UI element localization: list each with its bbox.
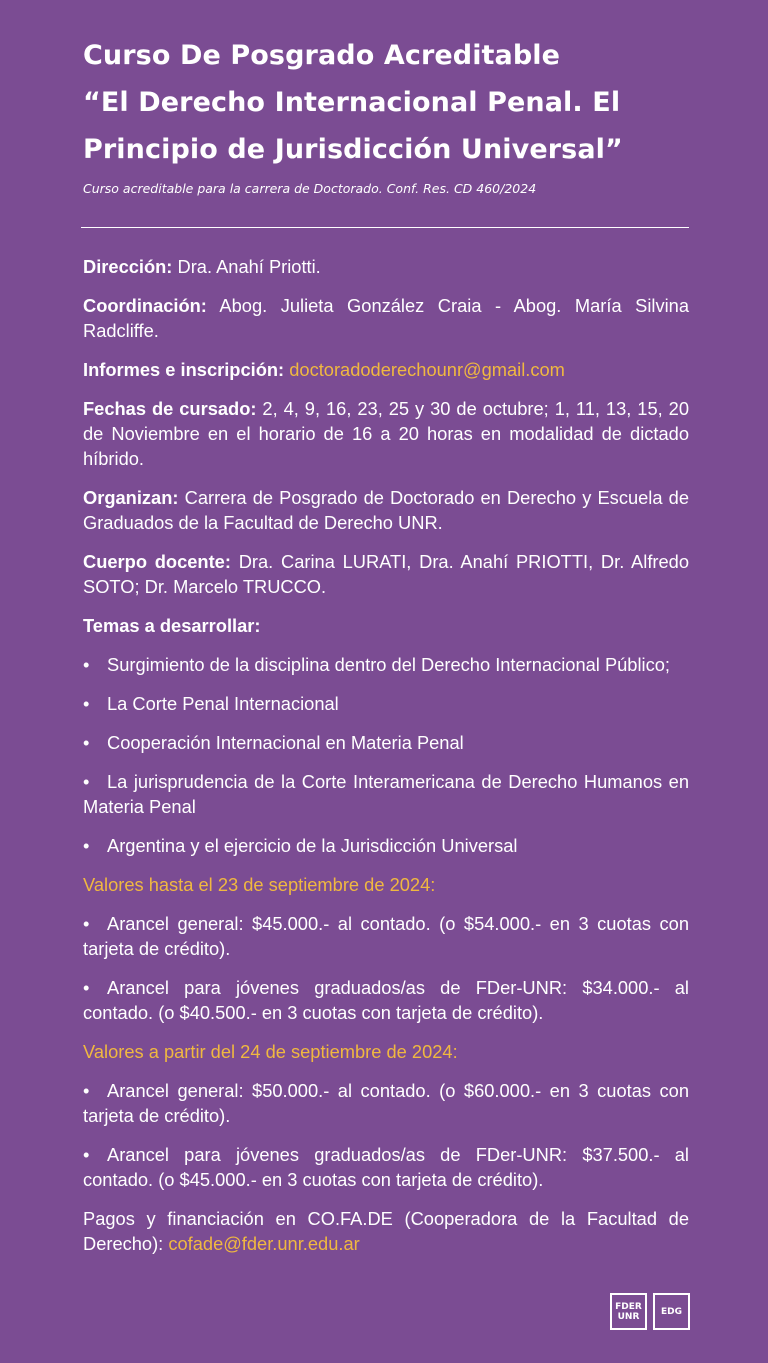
coordinacion-label: Coordinación:: [83, 295, 207, 316]
pagos: [83, 1206, 689, 1256]
bullet-icon: •: [83, 913, 90, 934]
fechas-value: 2, 4, 9, 16, 23, 25 y 30 de octubre; 1, 11, 13, 15, 20 de Noviembre en el horario de 16 a 20 horas en modalidad de dictado híbrido.: [83, 398, 689, 469]
list-item: • Arancel para jóvenes graduados/as de FDer-UNR: $34.000.- al contado. (o $40.500.- en 3 cuotas con tarjeta de crédito).: [83, 977, 689, 1023]
docentes-value: Dra. Carina LURATI, Dra. Anahí PRIOTTI, Dr. Alfredo SOTO; Dr. Marcelo TRUCCO.: [83, 551, 689, 597]
direccion-value: Dra. Anahí Priotti.: [172, 256, 321, 277]
organizan: [83, 485, 689, 535]
informes: [83, 357, 689, 382]
informes-label: Informes e inscripción:: [83, 359, 285, 380]
fder-unr-logo: FDER UNR: [610, 1293, 647, 1330]
valores-1-heading: Valores hasta el 23 de septiembre de 2024:: [83, 874, 436, 895]
valores-1-list: [83, 911, 689, 1025]
temas-list: [83, 652, 689, 858]
bullet-icon: •: [83, 654, 90, 675]
logos: [610, 1293, 690, 1330]
list-item: • Cooperación Internacional en Materia Penal: [83, 732, 464, 753]
fechas: [83, 396, 689, 471]
bullet-icon: •: [83, 1144, 90, 1165]
direccion: [83, 254, 689, 279]
edg-logo: EDG: [653, 1293, 690, 1330]
list-item: • Arancel general: $50.000.- al contado. (o $60.000.- en 3 cuotas con tarjeta de crédito).: [83, 1080, 689, 1126]
list-item: • Arancel general: $45.000.- al contado. (o $54.000.- en 3 cuotas con tarjeta de crédito).: [83, 913, 689, 959]
valores-2-list: [83, 1078, 689, 1192]
title-line-3: Principio de Jurisdicción Universal”: [83, 134, 623, 165]
title-line-2: “El Derecho Internacional Penal. El: [83, 87, 621, 118]
bullet-icon: •: [83, 732, 90, 753]
temas-heading: [83, 613, 689, 638]
bullet-icon: •: [83, 977, 90, 998]
organizan-value: Carrera de Posgrado de Doctorado en Derecho y Escuela de Graduados de la Facultad de Derecho UNR.: [83, 487, 689, 533]
valores-2-heading: Valores a partir del 24 de septiembre de 2024:: [83, 1041, 458, 1062]
pagos-email-link[interactable]: cofade@fder.unr.edu.ar: [168, 1233, 360, 1254]
list-item: • Arancel para jóvenes graduados/as de FDer-UNR: $37.500.- al contado. (o $45.000.- en 3 cuotas con tarjeta de crédito).: [83, 1144, 689, 1190]
bullet-icon: •: [83, 835, 90, 856]
course-info: [83, 254, 689, 1270]
bullet-icon: •: [83, 1080, 90, 1101]
list-item: • Argentina y el ejercicio de la Jurisdicción Universal: [83, 835, 518, 856]
coordinacion: [83, 293, 689, 343]
informes-email-link[interactable]: doctoradoderechounr@gmail.com: [289, 359, 565, 380]
page-title: [83, 32, 703, 173]
subtitle: Curso acreditable para la carrera de Doctorado. Conf. Res. CD 460/2024: [83, 181, 537, 196]
fechas-label: Fechas de cursado:: [83, 398, 257, 419]
list-item: • La Corte Penal Internacional: [83, 693, 339, 714]
title-line-1: Curso De Posgrado Acreditable: [83, 40, 561, 71]
temas-label: Temas a desarrollar:: [83, 615, 261, 636]
organizan-label: Organizan:: [83, 487, 179, 508]
divider: [81, 227, 689, 228]
list-item: • La jurisprudencia de la Corte Interamericana de Derecho Humanos en Materia Penal: [83, 771, 689, 817]
bullet-icon: •: [83, 693, 90, 714]
docentes-label: Cuerpo docente:: [83, 551, 231, 572]
bullet-icon: •: [83, 771, 90, 792]
pagos-text: Pagos y financiación en CO.FA.DE (Cooperadora de la Facultad de Derecho):: [83, 1208, 689, 1254]
direccion-label: Dirección:: [83, 256, 173, 277]
coordinacion-value: Abog. Julieta González Craia - Abog. María Silvina Radcliffe.: [83, 295, 689, 341]
cuerpo-docente: [83, 549, 689, 599]
list-item: • Surgimiento de la disciplina dentro del Derecho Internacional Público;: [83, 654, 670, 675]
